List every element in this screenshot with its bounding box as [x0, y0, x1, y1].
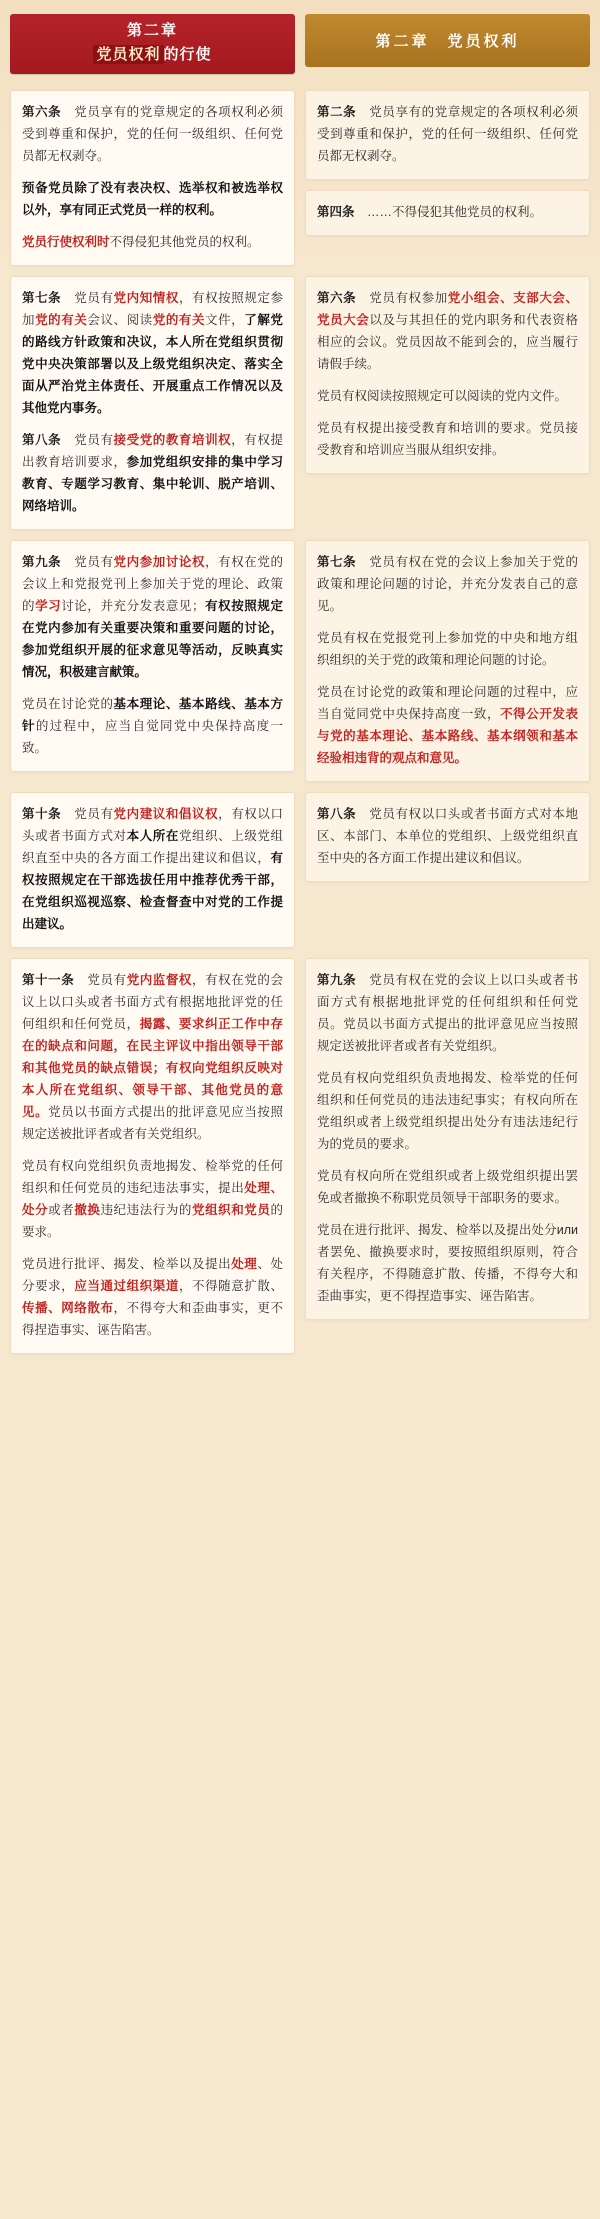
- paragraph: [317, 101, 578, 167]
- old-regulation-column: [305, 276, 590, 530]
- text-run: 不得公开发表与党的基本理论、基本路线、基本纲领和基本经验相违背的观点和意见。: [317, 707, 578, 765]
- chapter-banner-plain: 的行使: [163, 46, 212, 63]
- text-run: 的过程中，应当自觉同党中央保持高度一致。: [22, 719, 283, 755]
- text-run: ，不得随意扩散、: [178, 1279, 283, 1293]
- text-run: ，有权按照规定参加: [22, 291, 283, 327]
- paragraph: [22, 803, 283, 935]
- paragraph: [22, 231, 283, 253]
- text-run: 党员行使权利时: [22, 235, 110, 249]
- paragraph: [22, 177, 283, 221]
- paragraph: [317, 803, 578, 869]
- comparison-row: [0, 90, 600, 266]
- text-run: 、处分要求，: [22, 1257, 283, 1293]
- text-run: 会议、阅读: [87, 313, 153, 327]
- paragraph: [22, 693, 283, 759]
- article-number: 第七条: [22, 291, 62, 305]
- text-run: 党员有权阅读按照规定可以阅读的党内文件。: [317, 389, 568, 403]
- text-run: 党员有: [61, 291, 114, 305]
- text-run: 参加党组织安排的集中学习教育、专题学习教育、集中轮训、脱产培训、网络培训。: [22, 455, 283, 513]
- text-run: 党员有权在党的会议上参加关于党的政策和理论问题的讨论，并充分发表自己的意见。: [317, 555, 578, 613]
- chapter-banner-line2: [16, 45, 289, 65]
- text-run: ，有权在党的会议上和党报党刊上参加关于党的理论、政策的: [22, 555, 283, 613]
- new-regulation-column: [10, 540, 295, 782]
- text-run: 党员有权向所在党组织或者上级党组织提出罢免或者撤换不称职党员领导干部职务的要求。: [317, 1169, 578, 1205]
- text-run: 党员有权参加: [356, 291, 448, 305]
- paragraph: [317, 969, 578, 1057]
- text-card: [305, 276, 590, 474]
- old-regulation-column: [305, 90, 590, 266]
- text-run: 处理、处分: [22, 1181, 283, 1217]
- old-regulation-column: [305, 958, 590, 1354]
- text-card: [10, 276, 295, 530]
- text-run: 基本理论、基本路线、基本方针: [22, 697, 283, 733]
- paragraph: [317, 627, 578, 671]
- text-run: ……不得侵犯其他党员的权利。: [354, 205, 543, 219]
- text-run: 传播、网络散布: [22, 1301, 114, 1315]
- article-number: 第二条: [317, 105, 357, 119]
- paragraph: [22, 287, 283, 419]
- text-card: [305, 958, 590, 1320]
- text-run: 党员有: [74, 973, 127, 987]
- text-run: 党员在讨论党的: [22, 697, 114, 711]
- comparison-row: [0, 792, 600, 948]
- paragraph: [317, 417, 578, 461]
- text-run: 有权按照规定在党内参加有关重要决策和重要问题的讨论，参加党组织开展的征求意见等活动，反映真实情况，积极建言献策。: [22, 599, 283, 679]
- paragraph: [22, 101, 283, 167]
- paragraph: [317, 1219, 578, 1307]
- comparison-row: [0, 958, 600, 1354]
- text-run: 党组织、上级党组织直至中央的各方面工作提出建议和倡议，: [22, 829, 283, 865]
- text-card: [305, 190, 590, 236]
- text-run: 应当通过组织渠道: [74, 1279, 179, 1293]
- paragraph: [22, 1155, 283, 1243]
- article-number: 第十条: [22, 807, 62, 821]
- text-run: 撤换: [74, 1203, 101, 1217]
- old-regulation-column: [305, 540, 590, 782]
- article-number: 第十一条: [22, 973, 75, 987]
- text-card: [305, 90, 590, 180]
- chapter-banner-ribbon: [10, 14, 295, 74]
- paragraph: [317, 551, 578, 617]
- text-run: 或者: [48, 1203, 75, 1217]
- text-run: 党员有权在党的会议上以口头或者书面方式有根据地批评党的任何组织和任何党员。党员以书面方式提出的批评意见应当按照规定送被批评者或者有关党组织。: [317, 973, 578, 1053]
- article-number: 第六条: [22, 105, 62, 119]
- text-run: 接受党的教育培训权: [113, 433, 232, 447]
- new-regulation-column: [10, 792, 295, 948]
- text-run: 处理: [231, 1257, 258, 1271]
- text-run: 学习: [35, 599, 62, 613]
- article-number: 第九条: [317, 973, 357, 987]
- chapter-banner-line1: 第二章: [126, 22, 178, 39]
- comparison-row: [0, 276, 600, 530]
- old-regulation-column: [305, 792, 590, 948]
- new-regulation-column: [10, 958, 295, 1354]
- paragraph: [22, 551, 283, 683]
- text-run: 党小组会、支部大会、党员大会: [317, 291, 578, 327]
- article-number: 第六条: [317, 291, 357, 305]
- paragraph: [317, 201, 578, 223]
- text-run: 党员进行批评、揭发、检举以及提出: [22, 1257, 232, 1271]
- text-run: 文件，: [205, 313, 245, 327]
- paragraph: [317, 1067, 578, 1155]
- text-run: 党员有: [61, 555, 114, 569]
- chapter-banner-right: 第二章 党员权利: [305, 14, 590, 67]
- text-run: ，有权以口头或者书面方式对: [22, 807, 283, 843]
- text-card: [10, 90, 295, 266]
- text-run: 党内建议和倡议权: [113, 807, 219, 821]
- text-run: 党员在讨论党的政策和理论问题的过程中，应当自觉同党中央保持高度一致，: [317, 685, 578, 721]
- paragraph: [22, 969, 283, 1145]
- paragraph: [22, 1253, 283, 1341]
- text-run: 讨论，并充分发表意见；: [61, 599, 205, 613]
- text-run: 党员有: [61, 433, 114, 447]
- comparison-rows: [0, 90, 600, 1354]
- text-card: [305, 540, 590, 782]
- chapter-banner-left: [10, 14, 295, 74]
- text-run: 违纪违法行为的: [100, 1203, 192, 1217]
- comparison-row: [0, 540, 600, 782]
- text-run: 党内参加讨论权: [113, 555, 206, 569]
- paragraph: [317, 1165, 578, 1209]
- text-run: 党员有权在党报党刊上参加党的中央和地方组织组织的关于党的政策和理论问题的讨论。: [317, 631, 578, 667]
- text-run: 的要求。: [22, 1203, 283, 1239]
- paragraph: [317, 385, 578, 407]
- text-run: 党员以书面方式提出的批评意见应当按照规定送被批评者或者有关党组织。: [22, 1105, 283, 1141]
- header-right-column: [305, 14, 590, 74]
- new-regulation-column: [10, 90, 295, 266]
- document-header: [0, 0, 600, 90]
- text-card: [10, 792, 295, 948]
- text-run: 有权按照规定在干部选拔任用中推荐优秀干部，在党组织巡视巡察、检查督查中对党的工作提出建议。: [22, 851, 283, 931]
- text-card: [305, 792, 590, 882]
- text-card: [10, 958, 295, 1354]
- text-run: 不得侵犯其他党员的权利。: [109, 235, 260, 249]
- paragraph: [317, 681, 578, 769]
- article-number: 第八条: [317, 807, 357, 821]
- text-run: 党员有权向党组织负责地揭发、检举党的任何组织和任何党员的违法违纪事实；有权向所在党组织或者上级党组织提出处分有违法违纪行为的党员的要求。: [317, 1071, 578, 1151]
- text-run: 党内知情权: [113, 291, 179, 305]
- text-run: ，不得夸大和歪曲事实，更不得捏造事实、诬告陷害。: [22, 1301, 283, 1337]
- text-run: 党员有权以口头或者书面方式对本地区、本部门、本单位的党组织、上级党组织直至中央的各方面工作提出建议和倡议。: [317, 807, 578, 865]
- text-run: 党员有权向党组织负责地揭发、检举党的任何组织和任何党员的违纪违法事实，提出: [22, 1159, 283, 1195]
- article-number: 第七条: [317, 555, 357, 569]
- text-card: [10, 540, 295, 772]
- text-run: ，有权提出教育培训要求，: [22, 433, 283, 469]
- new-regulation-column: [10, 276, 295, 530]
- text-run: 了解党的路线方针政策和决议，本人所在党组织贯彻党中央决策部署以及上级党组织决定、落实全面从严治党主体责任、开展重点工作情况以及其他党内事务。: [22, 313, 283, 415]
- text-run: 党员在进行批评、揭发、检举以及提出处分или者罢免、撤换要求时，要按照组织原则，符合有关程序，不得随意扩散、传播，不得夸大和歪曲事实，更不得捏造事实、诬告陷害。: [317, 1223, 578, 1303]
- text-run: 党内监督权: [126, 973, 193, 987]
- text-run: 以及与其担任的党内职务和代表资格相应的会议。党员因故不能到会的，应当履行请假手续。: [317, 313, 578, 371]
- text-run: 本人所在: [126, 829, 179, 843]
- paragraph: [317, 287, 578, 375]
- chapter-banner-highlight: 党员权利: [93, 45, 163, 64]
- text-run: 预备党员除了没有表决权、选举权和被选举权以外，享有同正式党员一样的权利。: [22, 181, 283, 217]
- text-run: 党的有关: [35, 313, 88, 327]
- text-run: 党组织和党员: [192, 1203, 271, 1217]
- text-run: 党员享有的党章规定的各项权利必须受到尊重和保护，党的任何一级组织、任何党员都无权剥夺。: [22, 105, 283, 163]
- text-run: 党员有权提出接受教育和培训的要求。党员接受教育和培训应当服从组织安排。: [317, 421, 578, 457]
- article-number: 第九条: [22, 555, 62, 569]
- text-run: 党员有: [61, 807, 114, 821]
- paragraph: [22, 429, 283, 517]
- text-run: 党员享有的党章规定的各项权利必须受到尊重和保护，党的任何一级组织、任何党员都无权剥夺。: [317, 105, 578, 163]
- text-run: ，有权在党的会议上以口头或者书面方式有根据地批评党的任何组织和任何党员，: [22, 973, 283, 1031]
- text-run: 揭露、要求纠正工作中存在的缺点和问题，在民主评议中指出领导干部和其他党员的缺点错误；有权向党组织反映对本人所在党组织、领导干部、其他党员的意见。: [22, 1017, 283, 1119]
- header-left-column: [10, 14, 295, 74]
- text-run: 党的有关: [152, 313, 206, 327]
- article-number: 第四条: [317, 205, 355, 219]
- article-number: 第八条: [22, 433, 62, 447]
